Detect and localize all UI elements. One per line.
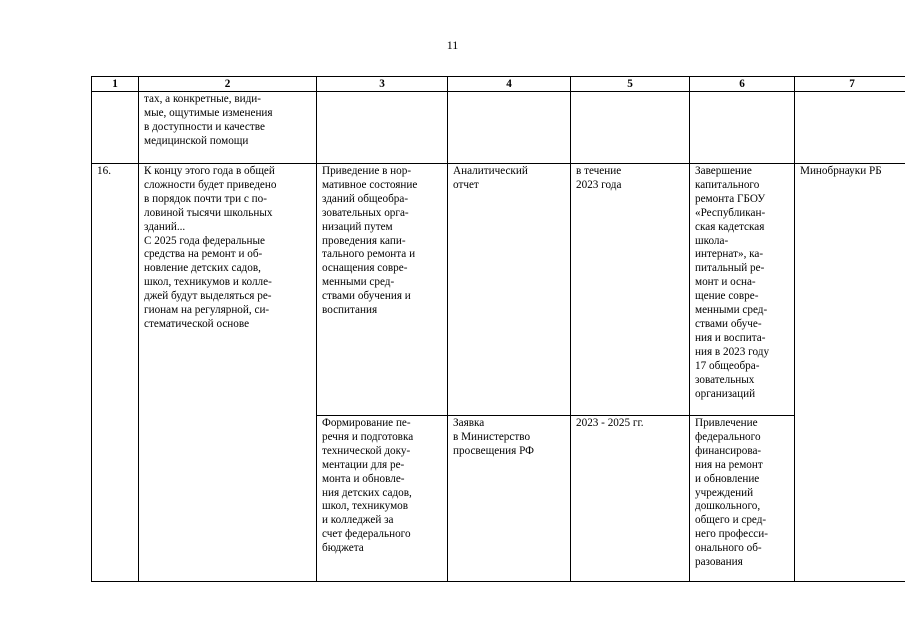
cell-statement: К концу этого года в общей сложности будет приведено в порядок почти три с по- ловиной тысячи школьных зданий... С 2025 года федеральные средства на ремонт и об- новление детских садов, школ, техникумов и колле- джей будут выделяться ре- гионам на регулярной, си- стематической основе bbox=[139, 164, 317, 582]
cell-result: Завершение капитального ремонта ГБОУ «Республикан- ская кадетская школа- интернат», ка- питальный ре- монт и осна- щение совре- менными сред- ствами обуче- ния и воспита- ния в 2023 году 17 общеобра- зовательных организаций bbox=[690, 164, 795, 416]
header-col-5: 5 bbox=[571, 77, 690, 92]
cell-result bbox=[690, 92, 795, 164]
cell-statement: тах, а конкретные, види- мые, ощутимые изменения в доступности и качестве медицинской помощи bbox=[139, 92, 317, 164]
measures-table bbox=[91, 76, 905, 582]
table-row-16a bbox=[92, 164, 905, 416]
cell-responsible: Минобрнауки РБ bbox=[795, 164, 905, 582]
cell-deadline: в течение 2023 года bbox=[571, 164, 690, 416]
cell-document-type: Аналитический отчет bbox=[448, 164, 571, 416]
page-number: 11 bbox=[446, 38, 459, 52]
cell-measure bbox=[317, 92, 448, 164]
cell-measure: Формирование пе- речня и подготовка технической доку- ментации для ре- монта и обновле- ния детских садов, школ, техникумов и колледжей за счет федерального бюджета bbox=[317, 416, 448, 582]
table-row-continuation bbox=[92, 92, 905, 164]
header-col-7: 7 bbox=[795, 77, 905, 92]
cell-number bbox=[92, 92, 139, 164]
cell-number: 16. bbox=[92, 164, 139, 582]
header-col-2: 2 bbox=[139, 77, 317, 92]
header-col-6: 6 bbox=[690, 77, 795, 92]
header-col-3: 3 bbox=[317, 77, 448, 92]
cell-document-type bbox=[448, 92, 571, 164]
cell-document-type: Заявка в Министерство просвещения РФ bbox=[448, 416, 571, 582]
header-col-4: 4 bbox=[448, 77, 571, 92]
cell-deadline: 2023 - 2025 гг. bbox=[571, 416, 690, 582]
cell-measure: Приведение в нор- мативное состояние зданий общеобра- зовательных орга- низаций путем проведения капи- тального ремонта и оснащения совре- менными сред- ствами обучения и воспитания bbox=[317, 164, 448, 416]
cell-deadline bbox=[571, 92, 690, 164]
table-header-row bbox=[92, 77, 905, 92]
cell-responsible bbox=[795, 92, 905, 164]
cell-result: Привлечение федерального финансирова- ния на ремонт и обновление учреждений дошкольного, общего и сред- него професси- онального об- разования bbox=[690, 416, 795, 582]
header-col-1: 1 bbox=[92, 77, 139, 92]
